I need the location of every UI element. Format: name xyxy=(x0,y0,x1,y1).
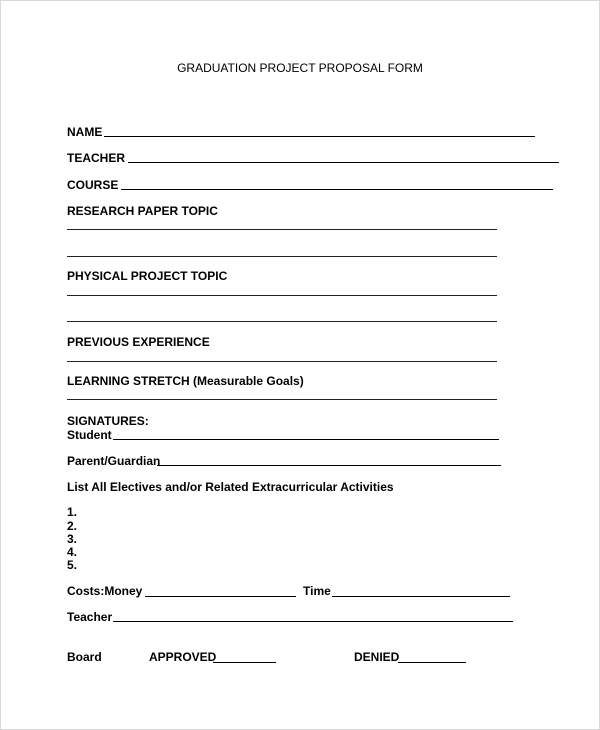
list-item-number: 5. xyxy=(67,558,78,572)
form-title: GRADUATION PROJECT PROPOSAL FORM xyxy=(177,61,423,75)
teacher-field[interactable] xyxy=(128,162,559,163)
previous-experience-label: PREVIOUS EXPERIENCE xyxy=(67,335,210,349)
research-topic-line-2[interactable] xyxy=(67,256,497,257)
course-field[interactable] xyxy=(121,189,553,190)
approved-label: APPROVED xyxy=(149,650,217,664)
learning-stretch-label: LEARNING STRETCH (Measurable Goals) xyxy=(67,374,304,388)
research-topic-line-1[interactable] xyxy=(67,229,497,230)
time-field[interactable] xyxy=(332,596,510,597)
list-item-number: 3. xyxy=(67,532,78,546)
parent-guardian-label: Parent/Guardian xyxy=(67,454,161,468)
physical-topic-line-1[interactable] xyxy=(67,295,497,296)
board-label: Board xyxy=(67,650,102,664)
approved-field[interactable] xyxy=(213,662,276,663)
parent-guardian-signature-field[interactable] xyxy=(157,465,501,466)
denied-label: DENIED xyxy=(354,650,400,664)
physical-topic-line-2[interactable] xyxy=(67,321,497,322)
list-item-number: 2. xyxy=(67,519,78,533)
teacher-approval-label: Teacher xyxy=(67,610,113,624)
list-item-number: 4. xyxy=(67,545,78,559)
costs-money-field[interactable] xyxy=(145,596,296,597)
previous-experience-line[interactable] xyxy=(67,361,497,362)
name-label: NAME xyxy=(67,125,103,139)
name-field[interactable] xyxy=(104,136,535,137)
student-label: Student xyxy=(67,428,112,442)
research-topic-label: RESEARCH PAPER TOPIC xyxy=(67,204,218,218)
time-label: Time xyxy=(303,584,331,598)
signatures-label: SIGNATURES: xyxy=(67,414,149,428)
learning-stretch-line[interactable] xyxy=(67,399,497,400)
course-label: COURSE xyxy=(67,178,119,192)
teacher-label: TEACHER xyxy=(67,151,126,165)
teacher-approval-field[interactable] xyxy=(113,621,513,622)
denied-field[interactable] xyxy=(398,662,466,663)
costs-money-label: Costs:Money xyxy=(67,584,143,598)
physical-topic-label: PHYSICAL PROJECT TOPIC xyxy=(67,269,228,283)
list-item-number: 1. xyxy=(67,505,78,519)
student-signature-field[interactable] xyxy=(113,439,499,440)
electives-label: List All Electives and/or Related Extracurricular Activities xyxy=(67,480,394,494)
